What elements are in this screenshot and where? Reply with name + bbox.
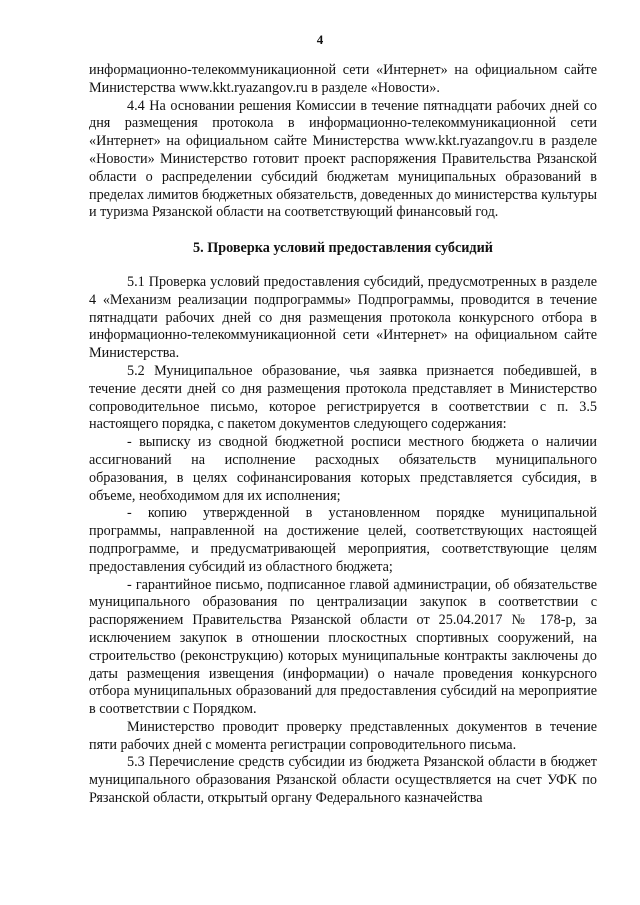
paragraph-5-3: 5.3 Перечисление средств субсидии из бюджета Рязанской области в бюджет муниципального образования Рязанской области осуществляется на счет УФК по Рязанской области, открытый органу Федерального казначейства (89, 754, 597, 807)
paragraph-ministry-check: Министерство проводит проверку представленных документов в течение пяти рабочих дней с момента регистрации сопроводительного письма. (89, 718, 597, 753)
document-body (89, 62, 597, 808)
list-item-program-copy: - копию утвержденной в установленном порядке муниципальной программы, направленной на достижение целей, соответствующих настоящей подпрограмме, и предусматривающей мероприятия, соответствующие целям предоставления субсидий из областного бюджета; (89, 505, 597, 575)
page-number: 4 (316, 32, 324, 47)
paragraph-4-4: 4.4 На основании решения Комиссии в течение пятнадцати рабочих дней со дня размещения протокола в информационно-телекоммуникационной сети «Интернет» на официальном сайте Министерства www.kkt.ryazangov.ru в разделе «Новости» Министерство готовит проект распоряжения Правительства Рязанской области о распределении субсидий бюджетам муниципальных образований в пределах лимитов бюджетных обязательств, доведенных до министерства культуры и туризма Рязанской области на соответствующий финансовый год. (89, 97, 597, 221)
list-item-guarantee-letter: - гарантийное письмо, подписанное главой администрации, об обязательстве муниципального образования по централизации закупок в соответствии с распоряжением Правительства Рязанской области от 25.04.2017 № 178-р, за исключением закупок в отношении плоскостных спортивных сооружений, на строительство (реконструкцию) которых муниципальные контракты заключены до даты размещения извещения (информации) о начале проведения конкурсного отбора муниципальных образований для предоставления субсидий на мероприятие в соответствии с Порядком. (89, 576, 597, 718)
paragraph-5-1: 5.1 Проверка условий предоставления субсидий, предусмотренных в разделе 4 «Механизм реализации подпрограммы» Подпрограммы, проводится в течение пятнадцати рабочих дней со дня размещения протокола конкурсного отбора в информационно-телекоммуникационной сети «Интернет» на официальном сайте Министерства. (89, 273, 597, 362)
paragraph-continuation: информационно-телекоммуникационной сети «Интернет» на официальном сайте Министерства www.kkt.ryazangov.ru в разделе «Новости». (89, 62, 597, 96)
paragraph-5-2: 5.2 Муниципальное образование, чья заявка признается победившей, в течение десяти дней со дня размещения протокола представляет в Министерство сопроводительное письмо, которое регистрируется в соответствии с п. 3.5 настоящего порядка, с пакетом документов следующего содержания: (89, 362, 597, 433)
section-heading: 5. Проверка условий предоставления субсидий (193, 240, 493, 257)
list-item-budget-extract: - выписку из сводной бюджетной росписи местного бюджета о наличии ассигнований на исполнение расходных обязательств муниципального образования, в целях софинансирования которых представляется субсидия, в объеме, необходимом для их исполнения; (89, 434, 597, 504)
